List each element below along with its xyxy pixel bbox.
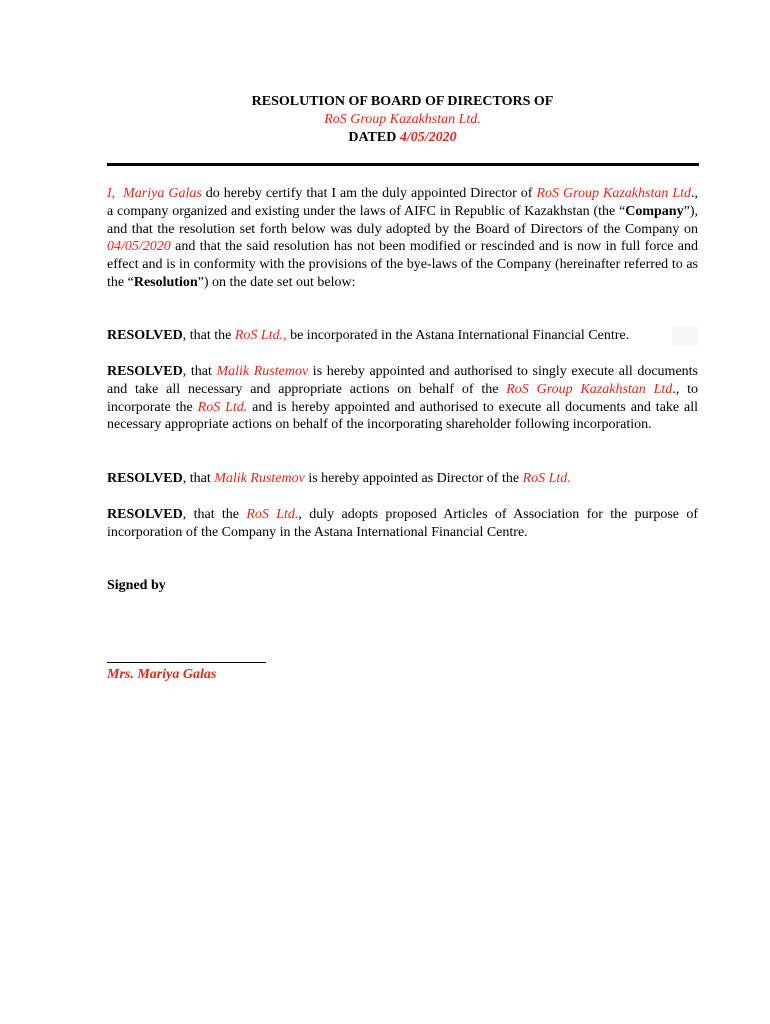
resolution-1 — [107, 327, 698, 345]
cert-text-2: ., a company organized and existing under the laws of AIFC in Republic of Kazakhstan (the “ — [107, 186, 699, 219]
signature-line — [107, 662, 266, 663]
r3-entity: RoS Ltd. — [522, 471, 571, 486]
r2-text-2: is hereby appointed and authorised to singly execute all documents and take all necessary and appropriate actions on behalf of the — [107, 364, 698, 397]
r2-company: RoS Group Kazakhstan Ltd — [506, 381, 673, 397]
r2-text-3: ., to incorporate the — [107, 381, 698, 415]
resolution-3 — [107, 470, 698, 488]
resolved-keyword: RESOLVED — [107, 364, 183, 379]
cert-text-4: and that the said resolution has not been modified or rescinded and is now in full force and effect and is in conformity with the provisions of the bye-laws of the Company (hereinafter referred to as the “ — [107, 239, 698, 290]
r2-entity: RoS Ltd. — [197, 399, 248, 415]
signer-name: Mrs. Mariya Galas — [107, 667, 217, 682]
r2-text-1: , that — [182, 364, 217, 379]
r3-text-1: , that — [182, 471, 215, 486]
cert-company-name: RoS Group Kazakhstan Ltd — [536, 186, 692, 201]
heading-dated-line — [107, 129, 698, 147]
resolved-keyword: RESOLVED — [107, 471, 183, 486]
r4-text-2: , duly adopts proposed Articles of Association for the purpose of incorporation of the Company in the Astana International Financial Centre. — [107, 507, 698, 540]
r1-entity: RoS Ltd., — [234, 328, 287, 343]
certification-paragraph — [107, 185, 698, 292]
cert-text-1: do hereby certify that I am the duly appointed Director of — [201, 186, 537, 201]
r4-entity: RoS Ltd. — [246, 507, 299, 522]
dated-label: DATED — [348, 130, 397, 145]
cert-text-5: ”) on the date set out below: — [197, 274, 356, 290]
r3-text-2: is hereby appointed as Director of the — [304, 471, 523, 486]
cert-text-3: ”), and that the resolution set forth below was duly adopted by the Board of Directors of the Company on — [107, 203, 698, 237]
heading-company-name: RoS Group Kazakhstan Ltd. — [324, 112, 481, 127]
cert-pronoun: I, — [107, 186, 116, 201]
document-heading — [107, 93, 698, 147]
resolution-4 — [107, 506, 698, 542]
cert-company-term: Company — [625, 203, 684, 219]
cert-resolution-term: Resolution — [133, 274, 198, 290]
signed-by-label: Signed by — [107, 578, 166, 593]
r2-person: Malik Rustemov — [216, 364, 309, 379]
resolution-2 — [107, 363, 698, 434]
cert-date: 04/05/2020 — [107, 239, 171, 255]
r1-text-2: be incorporated in the Astana International Financial Centre. — [286, 328, 630, 343]
resolved-keyword: RESOLVED — [107, 328, 183, 343]
cert-director-name: Mariya Galas — [123, 186, 202, 201]
heading-divider — [107, 163, 699, 166]
heading-date: 4/05/2020 — [399, 130, 457, 145]
r2-text-4: and is hereby appointed and authorised to execute all documents and take all necessary appropriate actions on behalf of the incorporating shareholder following incorporation. — [107, 399, 699, 433]
resolved-keyword: RESOLVED — [107, 507, 183, 522]
r1-text-1: , that the — [182, 328, 235, 343]
document-title: RESOLUTION OF BOARD OF DIRECTORS OF — [251, 94, 554, 109]
r4-text-1: , that the — [182, 507, 247, 522]
r3-person: Malik Rustemov — [214, 471, 305, 486]
